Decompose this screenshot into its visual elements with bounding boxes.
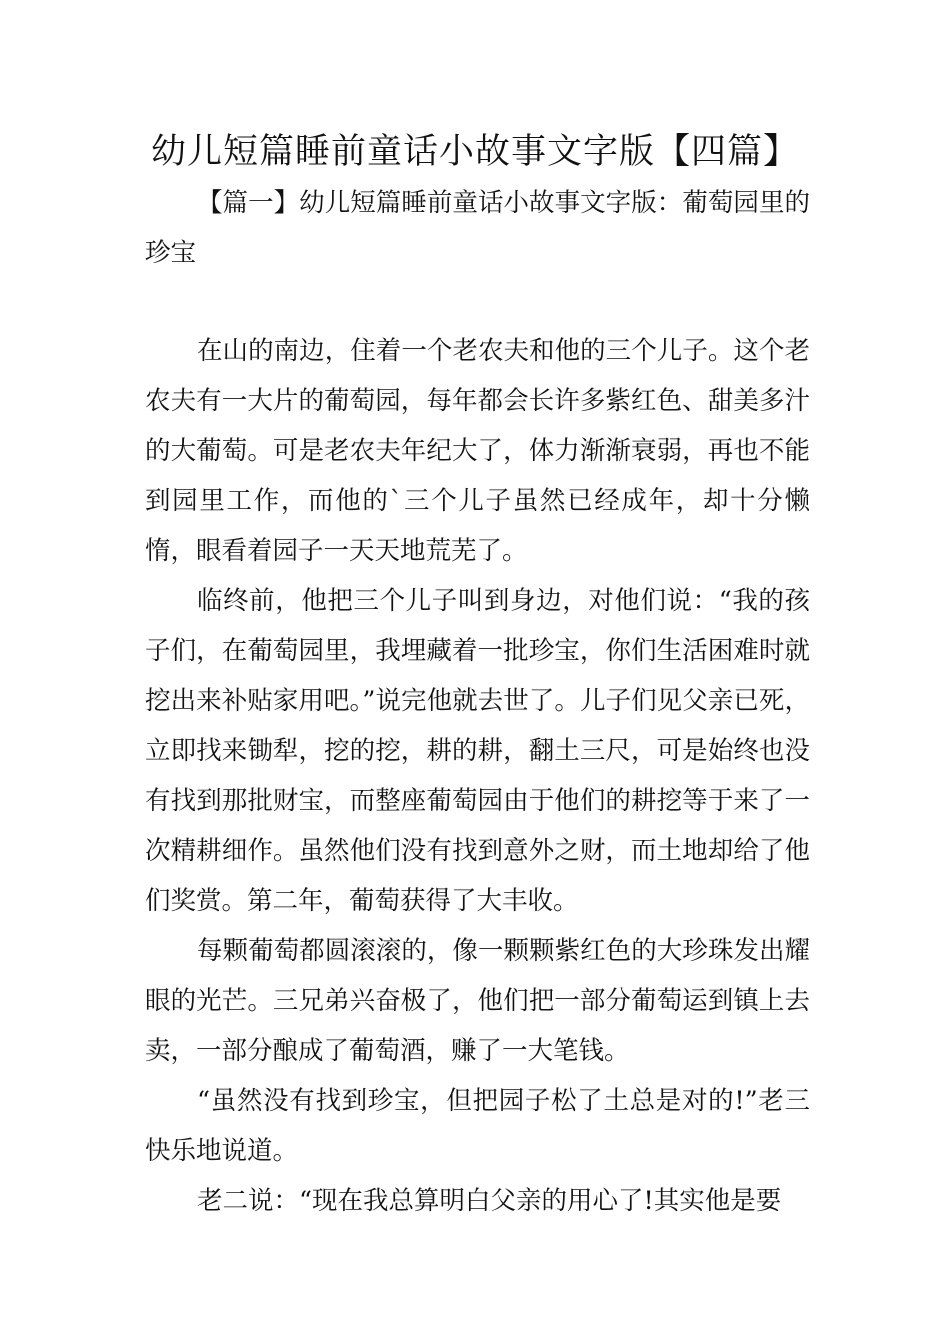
section-heading — [145, 178, 810, 278]
paragraph: 临终前，他把三个儿子叫到身边，对他们说：“我的孩子们，在葡萄园里，我埋藏着一批珍宝，你们生活困难时就挖出来补贴家用吧。”说完他就去世了。儿子们见父亲已死，立即找来锄犁，挖的挖，耕的耕，翻土三尺，可是始终也没有找到那批财宝，而整座葡萄园由于他们的耕挖等于来了一次精耕细作。虽然他们没有找到意外之财，而土地却给了他们奖赏。第二年，葡萄获得了大丰收。 — [145, 586, 810, 916]
story-body — [145, 326, 810, 1226]
document-title: 幼儿短篇睡前童话小故事文字版【四篇】 — [150, 132, 799, 172]
section-heading-text: 【篇一】幼儿短篇睡前童话小故事文字版：葡萄园里的珍宝 — [145, 188, 810, 268]
paragraph: 每颗葡萄都圆滚滚的，像一颗颗紫红色的大珍珠发出耀眼的光芒。三兄弟兴奋极了，他们把一部分葡萄运到镇上去卖，一部分酿成了葡萄酒，赚了一大笔钱。 — [145, 936, 810, 1066]
paragraph: “虽然没有找到珍宝，但把园子松了土总是对的!”老三快乐地说道。 — [145, 1086, 810, 1166]
paragraph: 在山的南边，住着一个老农夫和他的三个儿子。这个老农夫有一大片的葡萄园，每年都会长许多紫红色、甜美多汁的大葡萄。可是老农夫年纪大了，体力渐渐衰弱，再也不能到园里工作，而他的`三个儿子虽然已经成年，却十分懒惰，眼看着园子一天天地荒芜了。 — [145, 336, 810, 566]
paragraph: 老二说：“现在我总算明白父亲的用心了!其实他是要 — [197, 1186, 782, 1216]
